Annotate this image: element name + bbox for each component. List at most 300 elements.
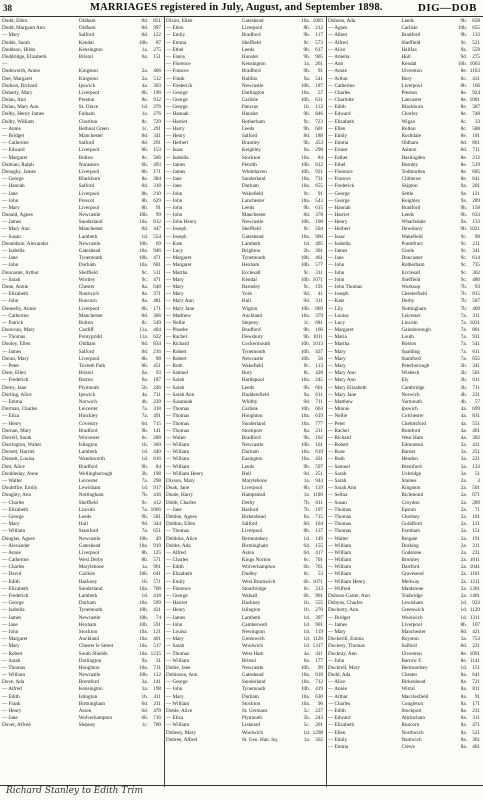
entry-volume: 1a. xyxy=(303,736,310,743)
entry-district: Nottingham xyxy=(401,305,427,312)
register-entry xyxy=(328,557,481,564)
entry-name: — John xyxy=(328,262,345,269)
entry-name: — Emily xyxy=(328,736,348,743)
entry-name: — Annie xyxy=(328,68,347,75)
entry-district: Uxbridge xyxy=(401,470,422,477)
register-entry xyxy=(166,514,324,521)
entry-volume: 9c. xyxy=(460,240,467,247)
register-entry xyxy=(166,97,324,104)
entry-volume: 3b. xyxy=(460,363,467,369)
register-entry xyxy=(328,363,481,370)
entry-page: 3 xyxy=(477,478,480,484)
entry-district: Worcester xyxy=(78,434,100,441)
entry-page: 901 xyxy=(315,593,323,599)
entry-name: — John Henry xyxy=(166,219,197,226)
entry-volume: 10a. xyxy=(301,154,310,161)
entry-volume: 10b. xyxy=(457,61,467,68)
entry-volume: 9b. xyxy=(460,32,467,39)
entry-name: Doak, Jane xyxy=(166,485,190,492)
entry-page: 367 xyxy=(472,104,480,111)
entry-volume: 2a. xyxy=(460,564,467,571)
entry-page: 302 xyxy=(472,434,480,441)
entry-page: 1120 xyxy=(312,636,323,643)
register-entry xyxy=(166,147,324,154)
entry-page: 715 xyxy=(315,513,323,520)
entry-volume: 8a. xyxy=(303,513,310,520)
entry-name: — Ruth xyxy=(328,456,345,463)
entry-name: — Emma xyxy=(2,398,23,405)
entry-name: — George xyxy=(166,104,188,111)
entry-volume: 9b. xyxy=(303,204,310,211)
register-entry xyxy=(2,248,162,255)
register-entry xyxy=(2,205,162,212)
entry-page: 543 xyxy=(315,197,323,204)
register-entry xyxy=(2,377,162,384)
entry-page: 187 xyxy=(153,377,161,384)
entry-page: 384 xyxy=(153,176,161,183)
entry-volume: 6c. xyxy=(303,585,310,592)
entry-page: 571 xyxy=(153,578,161,585)
entry-district: Lincoln xyxy=(78,506,95,513)
entry-page: 641 xyxy=(472,672,480,679)
entry-district: Liverpool xyxy=(241,25,263,32)
handwritten-note: Richard Stanley to Edith Trim xyxy=(6,786,143,796)
entry-district: Chester xyxy=(78,283,95,290)
entry-volume: 7b. xyxy=(141,492,148,499)
entry-district: Barnet xyxy=(401,449,416,456)
entry-volume: 1c. xyxy=(303,319,310,326)
entry-district: Hackney xyxy=(78,578,98,585)
entry-volume: 4b. xyxy=(141,398,148,405)
entry-page: 137 xyxy=(315,528,323,535)
entry-name: Doubtfire, Emily xyxy=(2,485,38,492)
entry-page: 555 xyxy=(315,600,323,607)
entry-district: Durham xyxy=(241,449,259,456)
register-entry xyxy=(2,298,162,305)
register-entry xyxy=(166,715,324,722)
entry-name: — William xyxy=(328,564,352,571)
entry-name: Dobree, Alfred xyxy=(166,736,198,743)
entry-volume: 2a. xyxy=(460,535,467,542)
entry-volume: 9a. xyxy=(460,190,467,197)
register-entry xyxy=(328,521,481,528)
entry-page: 461 xyxy=(315,255,323,262)
entry-page: 597 xyxy=(315,463,323,470)
entry-page: 1021 xyxy=(469,226,480,233)
entry-volume: 6b. xyxy=(303,564,310,571)
entry-volume: 9b. xyxy=(460,212,467,219)
entry-name: Dorey, Jane xyxy=(2,384,27,391)
entry-name: Dodds, Sarah xyxy=(2,39,30,46)
entry-volume: 7a. xyxy=(141,506,148,513)
entry-name: — Richard xyxy=(328,434,351,441)
entry-district: Newington xyxy=(241,628,265,635)
entry-volume: 1d. xyxy=(141,485,148,492)
entry-volume: 9c. xyxy=(303,39,310,46)
entry-name: — Catherine xyxy=(2,557,29,564)
entry-page: 121 xyxy=(472,190,480,197)
entry-page: 1031 xyxy=(469,319,480,326)
entry-page: 166 xyxy=(315,327,323,334)
entry-page: 91 xyxy=(474,693,480,700)
entry-page: 211 xyxy=(472,240,480,247)
entry-name: — George xyxy=(166,593,188,599)
entry-page: 161 xyxy=(315,442,323,449)
entry-name: — Elizabeth xyxy=(2,585,29,592)
entry-page: 811 xyxy=(472,686,480,693)
entry-page: 571 xyxy=(153,557,161,564)
entry-district: Keighley xyxy=(241,147,261,154)
entry-name: — Mary xyxy=(328,363,346,369)
entry-volume: 10b. xyxy=(138,607,148,614)
entry-volume: 8e. xyxy=(460,68,467,75)
entry-district: Wharfedale xyxy=(401,219,426,226)
entry-name: — William xyxy=(166,449,190,456)
entry-volume: 10b. xyxy=(138,240,148,247)
register-entry xyxy=(2,636,162,643)
entry-district: Bolton xyxy=(78,154,93,161)
entry-volume: 1d. xyxy=(141,104,148,111)
entry-name: — Samuel xyxy=(328,463,351,470)
entry-name: — Thomas xyxy=(328,513,352,520)
entry-volume: 8b. xyxy=(460,621,467,628)
entry-page: 493 xyxy=(153,161,161,168)
entry-district: Hull xyxy=(78,521,89,528)
entry-name: Doran, Mary xyxy=(2,355,29,362)
entry-district: Plymouth xyxy=(78,384,99,391)
register-entry xyxy=(2,715,162,722)
entry-page: 701 xyxy=(315,557,323,564)
entry-volume: 8d. xyxy=(460,628,467,635)
register-entry xyxy=(166,701,324,708)
entry-volume: 9a. xyxy=(303,391,310,398)
entry-volume: 10a. xyxy=(139,600,148,607)
entry-district: West Bromwich xyxy=(241,578,276,585)
entry-page: 57 xyxy=(317,89,323,96)
entry-district: Greenwich xyxy=(241,636,265,643)
entry-volume: 10b. xyxy=(300,255,310,262)
register-entry xyxy=(328,68,481,75)
register-entry xyxy=(166,492,324,499)
entry-volume: 3a. xyxy=(460,456,467,463)
register-entry xyxy=(166,341,324,348)
entry-volume: 1b. xyxy=(141,442,148,449)
entry-name: Donaghy, James xyxy=(2,168,36,175)
register-entry xyxy=(166,349,324,356)
entry-name: — James xyxy=(166,614,186,621)
entry-district: Pontypridd xyxy=(78,334,102,341)
entry-volume: 8e. xyxy=(460,650,467,657)
register-entry xyxy=(166,262,324,269)
register-entry xyxy=(328,255,481,262)
entry-name: — Alfred xyxy=(166,549,186,556)
entry-volume: 9b. xyxy=(303,327,310,334)
entry-district: Manchester xyxy=(78,133,103,139)
entry-volume: 8b. xyxy=(141,147,148,154)
entry-district: Sheffield xyxy=(401,39,421,46)
entry-district: Leeds xyxy=(401,18,414,24)
entry-page: 227 xyxy=(315,708,323,714)
entry-district: Nantwich xyxy=(78,291,99,298)
entry-district: Islington xyxy=(78,693,98,700)
register-entry xyxy=(328,90,481,97)
entry-name: — Ann xyxy=(328,61,344,68)
entry-name: Dockrell, Mary xyxy=(328,664,360,671)
entry-district: Liverpool xyxy=(241,485,263,492)
entry-volume: 8e. xyxy=(460,161,467,168)
entry-volume: 9c. xyxy=(141,276,148,283)
entry-district: Stourbridge xyxy=(241,585,267,592)
entry-district: Derby xyxy=(401,298,415,305)
entry-volume: 9a. xyxy=(460,183,467,190)
entry-name: Dodsworth, Annie xyxy=(2,68,41,75)
entry-volume: 1d. xyxy=(460,614,467,621)
entry-district: Bristol xyxy=(78,370,93,377)
entry-name: — George xyxy=(166,679,188,686)
entry-district: Liverpool xyxy=(78,89,100,96)
entry-volume: 6c. xyxy=(303,557,310,564)
entry-name: — John xyxy=(328,269,345,276)
entry-page: 251 xyxy=(315,470,323,477)
entry-district: Godstone xyxy=(401,549,422,556)
entry-name: — William Henry xyxy=(166,470,204,477)
entry-volume: 3b. xyxy=(460,377,467,384)
entry-name: — Susannah xyxy=(166,398,193,405)
entry-district: Woolwich xyxy=(241,643,264,650)
entry-name: — Isaac xyxy=(328,233,346,240)
entry-page: 731 xyxy=(315,176,323,183)
entry-volume: 3a. xyxy=(460,442,467,449)
entry-page: 288 xyxy=(153,434,161,441)
entry-name: — Frederick xyxy=(166,82,193,89)
entry-page: 239 xyxy=(153,398,161,405)
entry-volume: 10a. xyxy=(301,197,310,204)
entry-district: Boston xyxy=(401,341,417,348)
entry-volume: 8a. xyxy=(460,743,467,750)
entry-district: Stamford xyxy=(78,528,99,535)
entry-district: Hackney xyxy=(241,600,261,607)
register-entry xyxy=(166,730,324,737)
entry-name: Donald, Agnes xyxy=(2,212,33,219)
entry-page: 447 xyxy=(153,226,161,233)
entry-district: Manchester xyxy=(78,226,103,233)
entry-name: — Mary Elizabeth xyxy=(328,384,367,391)
entry-district: Bradford xyxy=(401,204,421,211)
register-entry xyxy=(2,313,162,320)
entry-volume: 4a. xyxy=(141,82,148,89)
register-entry xyxy=(2,47,162,54)
entry-district: Hexham xyxy=(78,621,97,628)
register-entry xyxy=(166,298,324,305)
entry-volume: 10a. xyxy=(139,636,148,643)
entry-district: Lambeth xyxy=(78,233,98,240)
entry-name: — John xyxy=(166,621,183,628)
entry-district: Kingston xyxy=(78,75,98,82)
entry-page: 311 xyxy=(315,298,323,305)
entry-page: 171 xyxy=(153,305,161,312)
entry-volume: 2a. xyxy=(460,492,467,499)
entry-page: 861 xyxy=(472,140,480,147)
register-entry xyxy=(328,701,481,708)
entry-page: 158 xyxy=(472,204,480,211)
entry-volume: 10b. xyxy=(138,571,148,578)
register-entry xyxy=(328,629,481,636)
entry-name: — Amelia xyxy=(328,53,350,60)
entry-district: Brentford xyxy=(401,463,422,470)
entry-name: — Wilfred xyxy=(328,585,351,592)
entry-page: 573 xyxy=(315,39,323,46)
entry-district: Gateshead xyxy=(241,233,264,240)
entry-page: 511 xyxy=(153,269,161,276)
entry-page: 699 xyxy=(472,406,480,413)
register-entry xyxy=(328,600,481,607)
entry-page: 629 xyxy=(153,197,161,204)
entry-district: Carlisle xyxy=(401,25,418,32)
entry-name: Dossett, Louisa xyxy=(2,456,35,463)
register-entry xyxy=(166,162,324,169)
entry-district: Tynemouth xyxy=(241,255,266,262)
entry-name: — Susan xyxy=(328,499,347,506)
entry-page: 421 xyxy=(153,607,161,614)
entry-page: 291 xyxy=(153,140,161,147)
entry-district: Manchester xyxy=(78,312,103,319)
entry-page: 421 xyxy=(472,628,480,635)
entry-name: — George xyxy=(2,600,24,607)
register-entry xyxy=(328,291,481,298)
register-entry xyxy=(2,406,162,413)
entry-district: Croydon xyxy=(401,499,420,506)
entry-volume: 8e. xyxy=(460,89,467,96)
entry-page: 1066 xyxy=(150,506,161,513)
entry-page: 379 xyxy=(315,312,323,319)
entry-volume: 5b. xyxy=(141,384,148,391)
register-entry xyxy=(328,212,481,219)
register-entry xyxy=(166,485,324,492)
entry-page: 303 xyxy=(153,82,161,89)
entry-name: Dixson, Mary xyxy=(166,478,195,484)
entry-volume: 7b. xyxy=(460,291,467,298)
entry-volume: 8c. xyxy=(141,154,148,161)
entry-volume: 6d. xyxy=(303,549,310,556)
entry-name: Dockerill, Emma xyxy=(328,636,364,643)
register-entry xyxy=(166,708,324,715)
entry-name: — Henry xyxy=(2,420,22,427)
entry-page: 630 xyxy=(315,693,323,700)
entry-page: 812 xyxy=(315,161,323,168)
register-entry xyxy=(328,284,481,291)
entry-page: 633 xyxy=(472,212,480,219)
entry-page: 197 xyxy=(315,506,323,513)
entry-name: Dott, Alice xyxy=(2,463,25,470)
entry-page: 133 xyxy=(472,463,480,470)
entry-page: 577 xyxy=(315,262,323,269)
entry-district: Durham xyxy=(241,693,259,700)
entry-page: 107 xyxy=(472,621,480,628)
register-entry xyxy=(328,456,481,463)
entry-page: 302 xyxy=(472,269,480,276)
register-entry xyxy=(328,615,481,622)
register-entry xyxy=(328,320,481,327)
entry-name: Doble, Alice xyxy=(166,708,193,714)
entry-page: 615 xyxy=(315,204,323,211)
entry-volume: 11a. xyxy=(139,327,148,334)
register-entry xyxy=(328,428,481,435)
entry-volume: 7b. xyxy=(303,506,310,513)
entry-page: 440 xyxy=(153,449,161,456)
register-entry xyxy=(328,349,481,356)
entry-volume: 2a. xyxy=(460,499,467,506)
register-entry xyxy=(2,557,162,564)
entry-district: Hexham xyxy=(241,262,260,269)
entry-name: — Charles xyxy=(328,89,351,96)
entry-name: — Esther xyxy=(328,154,348,161)
register-entry xyxy=(328,83,481,90)
entry-volume: 6a. xyxy=(141,370,148,377)
entry-district: Cardiff xyxy=(78,327,94,334)
entry-page: 641 xyxy=(472,176,480,183)
entry-district: Bradford xyxy=(401,32,421,39)
register-entry xyxy=(2,284,162,291)
entry-name: Done, Annie xyxy=(2,283,29,290)
entry-district: Hartlepool xyxy=(241,377,265,384)
entry-district: Epsom xyxy=(401,506,416,513)
entry-page: 99 xyxy=(155,212,161,219)
register-entry xyxy=(2,665,162,672)
register-entry xyxy=(166,363,324,370)
entry-district: Skipton xyxy=(401,183,418,190)
entry-name: — Elizabeth xyxy=(328,722,355,729)
entry-page: 275 xyxy=(472,53,480,60)
entry-volume: 6d. xyxy=(141,420,148,427)
entry-district: Brighton xyxy=(241,248,261,254)
entry-volume: 8b. xyxy=(141,89,148,96)
register-entry xyxy=(2,18,162,25)
entry-volume: 7a. xyxy=(460,334,467,341)
entry-page: 601 xyxy=(315,125,323,132)
entry-page: 112 xyxy=(153,672,161,679)
entry-district: Birmingham xyxy=(241,542,269,549)
entry-district: Chelmsford xyxy=(401,420,426,427)
entry-volume: 9d. xyxy=(303,291,310,298)
entry-volume: 10a. xyxy=(301,233,310,240)
entry-volume: 8d. xyxy=(303,212,310,219)
entry-name: Donovan, Mary xyxy=(2,327,35,334)
entry-page: 614 xyxy=(472,255,480,262)
entry-page: 49 xyxy=(155,535,161,542)
register-entry xyxy=(2,183,162,190)
entry-name: — William xyxy=(328,557,352,564)
entry-district: Gainsborough xyxy=(401,327,431,334)
register-entry xyxy=(166,219,324,226)
entry-volume: 7b. xyxy=(303,499,310,506)
register-entry xyxy=(2,528,162,535)
register-entry xyxy=(2,40,162,47)
register-entry xyxy=(328,665,481,672)
entry-page: 313 xyxy=(315,585,323,592)
entry-volume: 9a. xyxy=(460,46,467,53)
entry-page: 196 xyxy=(153,89,161,96)
entry-volume: 10b. xyxy=(300,161,310,168)
entry-page: 404 xyxy=(153,327,161,334)
register-entry xyxy=(2,686,162,693)
entry-district: Sheffield xyxy=(78,499,98,506)
entry-volume: 8c. xyxy=(460,125,467,132)
entry-page: 554 xyxy=(153,233,161,240)
register-entry xyxy=(328,334,481,341)
register-entry xyxy=(166,32,324,39)
entry-name: — Fanny xyxy=(166,53,186,60)
register-entry xyxy=(328,248,481,255)
